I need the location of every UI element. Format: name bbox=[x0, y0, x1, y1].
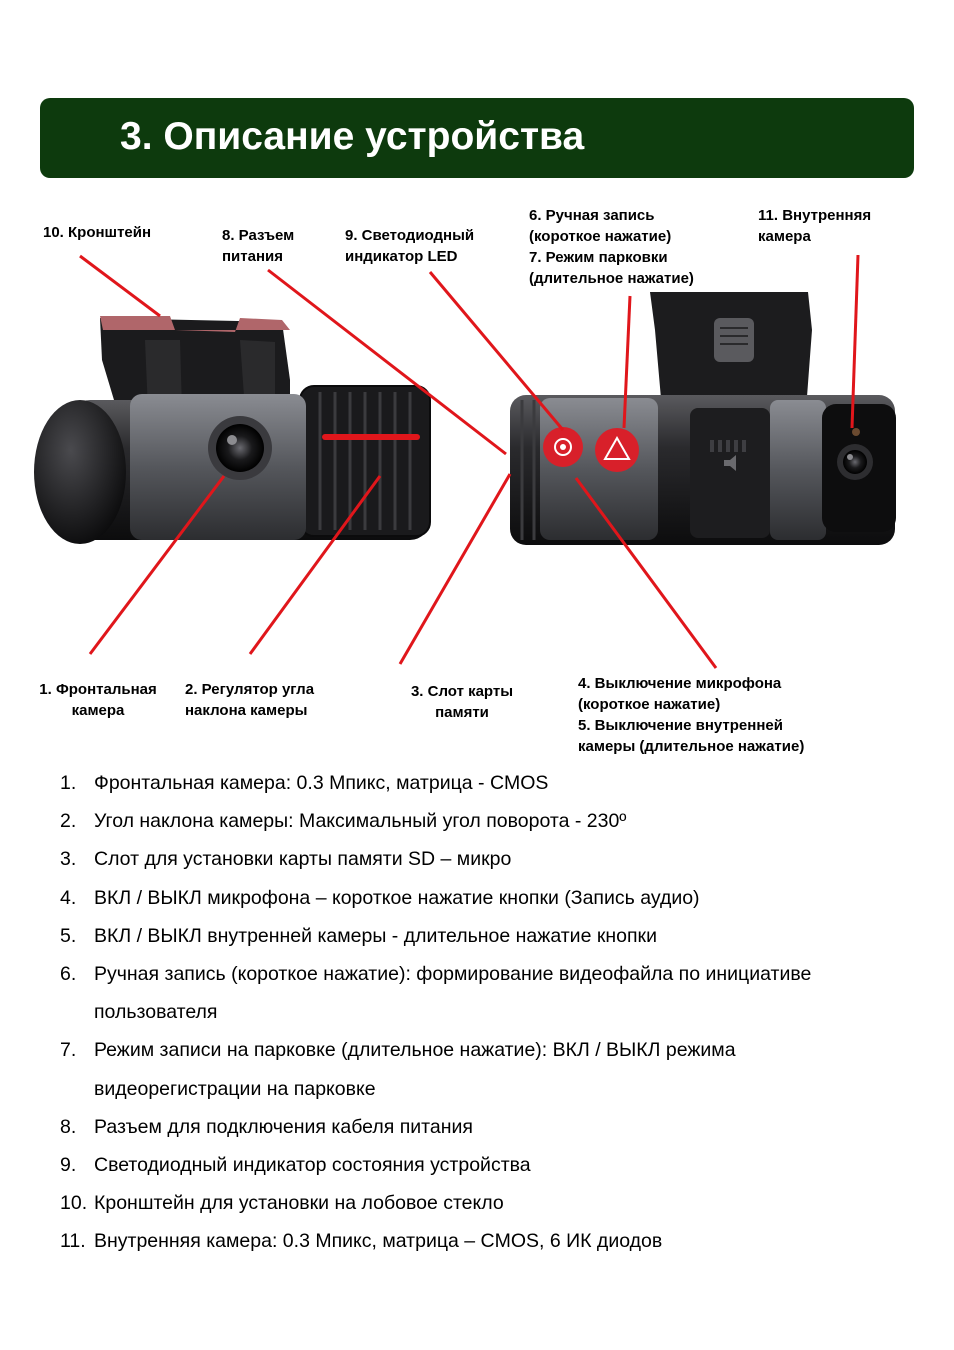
callout-manual-record: 6. Ручная запись (короткое нажатие) 7. Режим парковки (длительное нажатие) bbox=[529, 207, 694, 287]
camera-rear-view bbox=[510, 292, 896, 545]
callout-power-connector: 8. Разъем питания bbox=[222, 227, 295, 265]
list-item: 1. Фронтальная камера: 0.3 Мпикс, матрица - CMOS bbox=[60, 772, 549, 794]
feature-list bbox=[60, 764, 900, 1261]
callout-tilt-regulator: 2. Регулятор угла наклона камеры bbox=[185, 681, 315, 719]
manual-record-button bbox=[595, 428, 639, 472]
callout-bracket: 10. Кронштейн bbox=[43, 224, 152, 241]
section-title: 3. Описание устройства bbox=[120, 115, 585, 158]
list-item: 8. Разъем для подключения кабеля питания bbox=[60, 1115, 473, 1138]
callout-memory-slot: 3. Слот карты памяти bbox=[410, 683, 514, 721]
callout-led-indicator: 9. Светодиодный индикатор LED bbox=[345, 227, 475, 265]
list-item: 3. Слот для установки карты памяти SD – микро bbox=[60, 848, 512, 871]
list-item: 9. Светодиодный индикатор состояния устройства bbox=[60, 1154, 531, 1177]
list-item: 10. Кронштейн для установки на лобовое стекло bbox=[60, 1192, 504, 1215]
callout-front-camera: 1. Фронтальная камера bbox=[39, 681, 157, 719]
callout-inner-camera: 11. Внутренняя камера bbox=[758, 207, 872, 245]
list-item: 5. ВКЛ / ВЫКЛ внутренней камеры - длительное нажатие кнопки bbox=[60, 924, 657, 947]
list-item: 4. ВКЛ / ВЫКЛ микрофона – короткое нажатие кнопки (Запись аудио) bbox=[60, 886, 700, 909]
list-item: 2. Угол наклона камеры: Максимальный угол поворота - 230º bbox=[60, 810, 627, 833]
list-item: 6. Ручная запись (короткое нажатие): формирование видеофайла по инициативе пользователя bbox=[60, 963, 812, 1024]
callout-mic-off: 4. Выключение микрофона (короткое нажатие) 5. Выключение внутренней камеры (длительное нажатие) bbox=[578, 675, 805, 755]
list-item: 11. Внутренняя камера: 0.3 Мпикс, матрица – CMOS, 6 ИК диодов bbox=[60, 1230, 663, 1253]
list-item: 7. Режим записи на парковке (длительное нажатие): ВКЛ / ВЫКЛ режима видеорегистрации на парковке bbox=[60, 1039, 736, 1100]
